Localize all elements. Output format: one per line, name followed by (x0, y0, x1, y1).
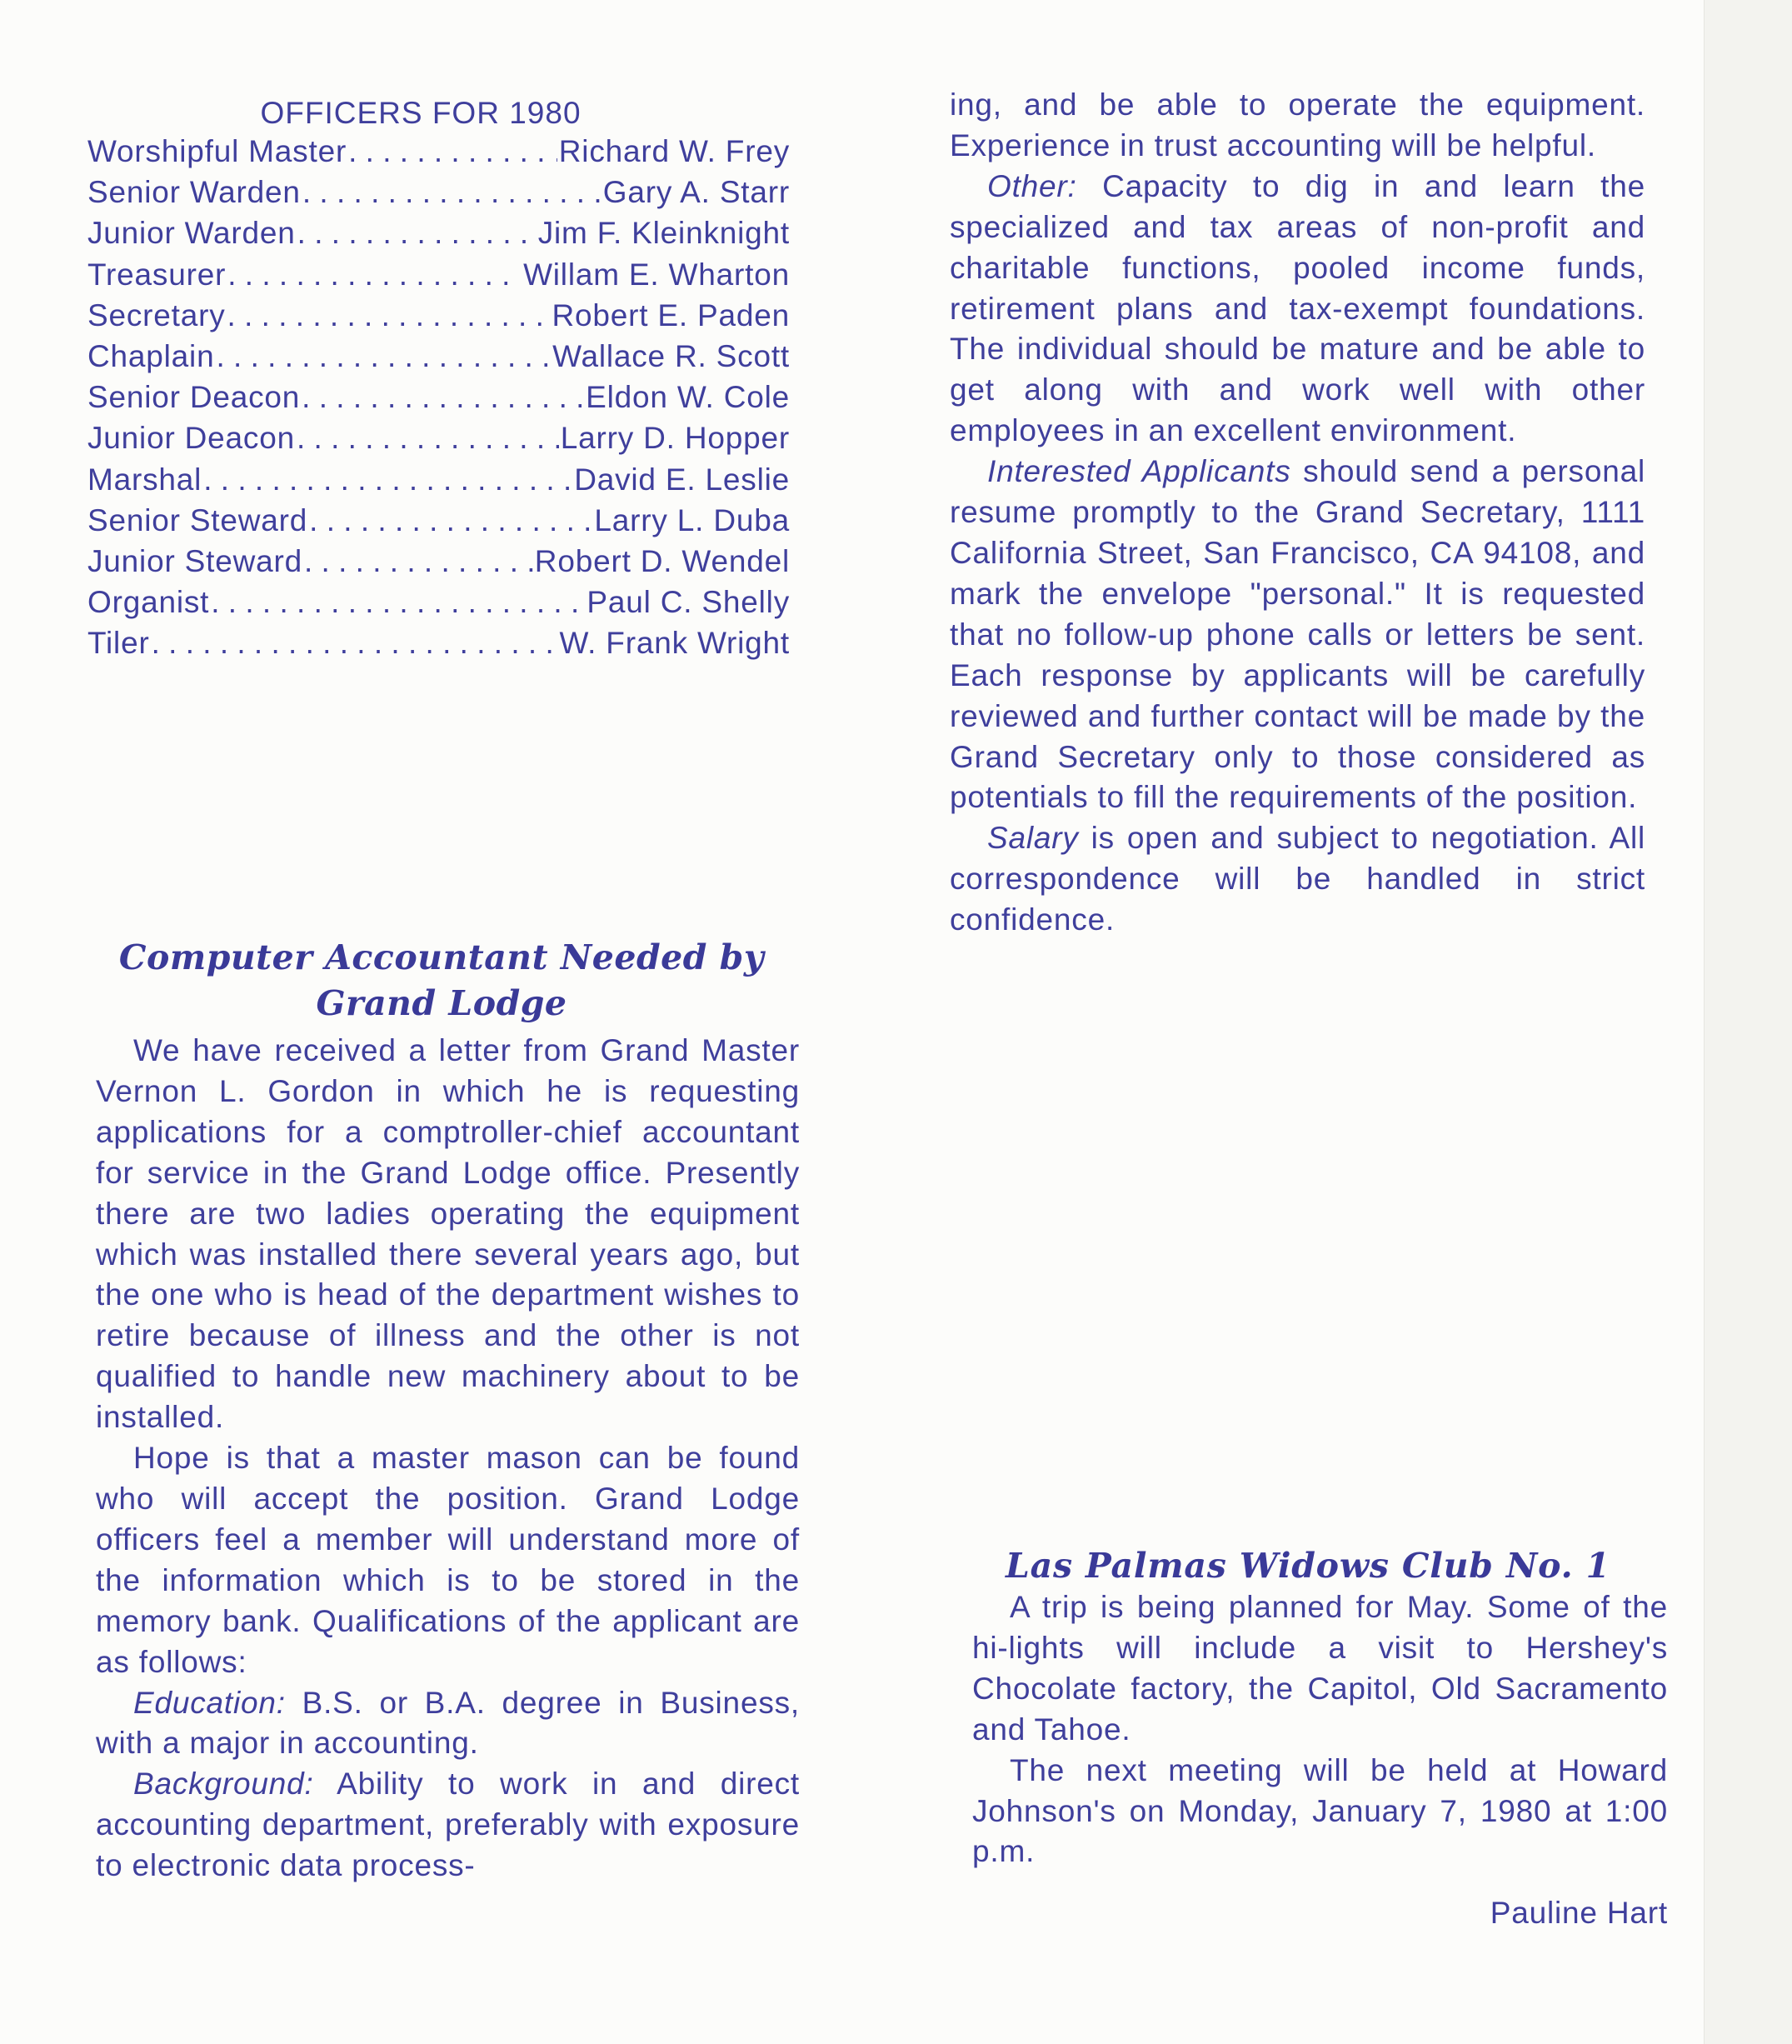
leader-dots (227, 255, 522, 296)
leader-dots (348, 132, 557, 172)
officer-name: Eldon W. Cole (586, 380, 790, 415)
applicants-paragraph (950, 452, 1645, 818)
officer-row (87, 255, 790, 296)
officer-name: Gary A. Starr (602, 175, 790, 210)
officer-row (87, 418, 790, 459)
education-label: Education: (133, 1685, 286, 1720)
officer-name: Paul C. Shelly (587, 585, 790, 620)
officer-row (87, 460, 790, 501)
leader-dots (297, 418, 559, 459)
officer-title: Senior Warden (87, 175, 301, 210)
widows-paragraph: The next meeting will be held at Howard Johnson's on Monday, January 7, 1980 at 1:00 p.m. (972, 1752, 1668, 1869)
officer-row (87, 501, 790, 542)
leader-dots (304, 542, 533, 582)
officer-title: Chaplain (87, 338, 215, 373)
officer-name: Willam E. Wharton (523, 257, 790, 292)
page-edge (1704, 0, 1792, 2044)
officer-title: Junior Steward (87, 543, 302, 578)
other-text: Capacity to dig in and learn the specialized and tax areas of non-profit and charitable functions, pooled income funds, retirement plans and tax-exempt foundations. The individual should be mature and be able to get along with and work well with other employees in an excellent environment. (950, 168, 1645, 448)
officer-name: David E. Leslie (574, 462, 790, 497)
officer-name: Robert E. Paden (552, 297, 790, 332)
officer-title: Senior Deacon (87, 380, 301, 415)
officer-name: Larry L. Duba (594, 502, 790, 537)
officer-name: Larry D. Hopper (560, 421, 790, 456)
officer-row (87, 132, 790, 172)
leader-dots (302, 172, 601, 213)
widows-headline: Las Palmas Widows Club No. 1 (1005, 1546, 1611, 1586)
officer-row (87, 337, 790, 377)
applicants-text: should send a personal resume promptly to the Grand Secretary, 1111 California Street, San Francisco, CA 94108, and mark the envelope "personal." It is requested that no follow-up phone calls or letters be sent. Each response by applicants will be carefully reviewed and further contact will be made by the Grand Secretary only to those considered as potentials to fill the requirements of the position. (950, 454, 1645, 815)
article-paragraph: We have received a letter from Grand Master Vernon L. Gordon in which he is requesting applications for a comptroller-chief accountant for service in the Grand Lodge office. Presently there are two ladies operating the equipment which was installed there several years ago, but the one who is head of the department wishes to retire because of illness and the other is not qualified to handle new machinery about to be installed. (96, 1033, 800, 1435)
article-paragraph: Hope is that a master mason can be found who will accept the position. Grand Lodge officers feel a member will understand more of the information which is to be stored in the memory bank. Qualifications of the applicant are as follows: (96, 1441, 800, 1679)
officer-title: Organist (87, 585, 210, 620)
officer-title: Junior Deacon (87, 421, 295, 456)
officer-name: Richard W. Frey (558, 134, 790, 168)
widows-paragraph: A trip is being planned for May. Some of the hi-lights will include a visit to Hershey's Chocolate factory, the Capitol, Old Sacramento and Tahoe. (972, 1590, 1668, 1747)
salary-paragraph (950, 818, 1645, 941)
background-label: Background: (133, 1767, 314, 1802)
officer-title: Worshipful Master (87, 134, 347, 168)
officers-heading: OFFICERS FOR 1980 (260, 96, 582, 130)
background-continuation: ing, and be able to operate the equipment. Experience in trust accounting will be helpful. (950, 87, 1645, 162)
officer-name: Jim F. Kleinknight (537, 216, 790, 251)
leader-dots (216, 337, 551, 377)
officer-row (87, 172, 790, 213)
officer-title: Senior Steward (87, 502, 308, 537)
leader-dots (211, 582, 585, 623)
officers-list (87, 132, 790, 664)
officer-title: Marshal (87, 462, 202, 497)
officer-row (87, 213, 790, 254)
leader-dots (203, 460, 572, 501)
headline-line-2: Grand Lodge (316, 983, 567, 1023)
officer-title: Junior Warden (87, 216, 296, 251)
other-paragraph (950, 167, 1645, 452)
officer-title: Treasurer (87, 257, 227, 292)
headline-line-1: Computer Accountant Needed by (118, 937, 765, 977)
officer-name: Robert D. Wendel (534, 543, 790, 578)
article-body-right (950, 85, 1645, 941)
salary-text: is open and subject to negotiation. All correspondence will be handled in strict confidence. (950, 821, 1645, 937)
background-text: Ability to work in and direct accounting department, preferably with exposure to electronic data process- (96, 1767, 800, 1883)
officer-title: Secretary (87, 297, 226, 332)
officer-row (87, 296, 790, 337)
background-paragraph (96, 1764, 800, 1887)
article-headline (87, 935, 796, 1027)
salary-label: Salary (987, 821, 1079, 856)
education-text: B.S. or B.A. degree in Business, with a major in accounting. (96, 1685, 800, 1761)
officer-row (87, 542, 790, 582)
officer-row (87, 377, 790, 418)
education-paragraph (96, 1683, 800, 1765)
article-body-left (96, 1031, 800, 1887)
officer-name: W. Frank Wright (559, 626, 790, 661)
leader-dots (309, 501, 592, 542)
officer-title: Tiler (87, 626, 150, 661)
applicants-label: Interested Applicants (987, 454, 1291, 489)
widows-body (972, 1587, 1668, 1872)
officer-row (87, 623, 790, 664)
signature: Pauline Hart (1490, 1896, 1668, 1930)
other-label: Other: (987, 168, 1077, 203)
leader-dots (152, 623, 558, 664)
officer-name: Wallace R. Scott (552, 338, 790, 373)
leader-dots (297, 213, 537, 254)
leader-dots (227, 296, 551, 337)
officer-row (87, 582, 790, 623)
leader-dots (302, 377, 584, 418)
